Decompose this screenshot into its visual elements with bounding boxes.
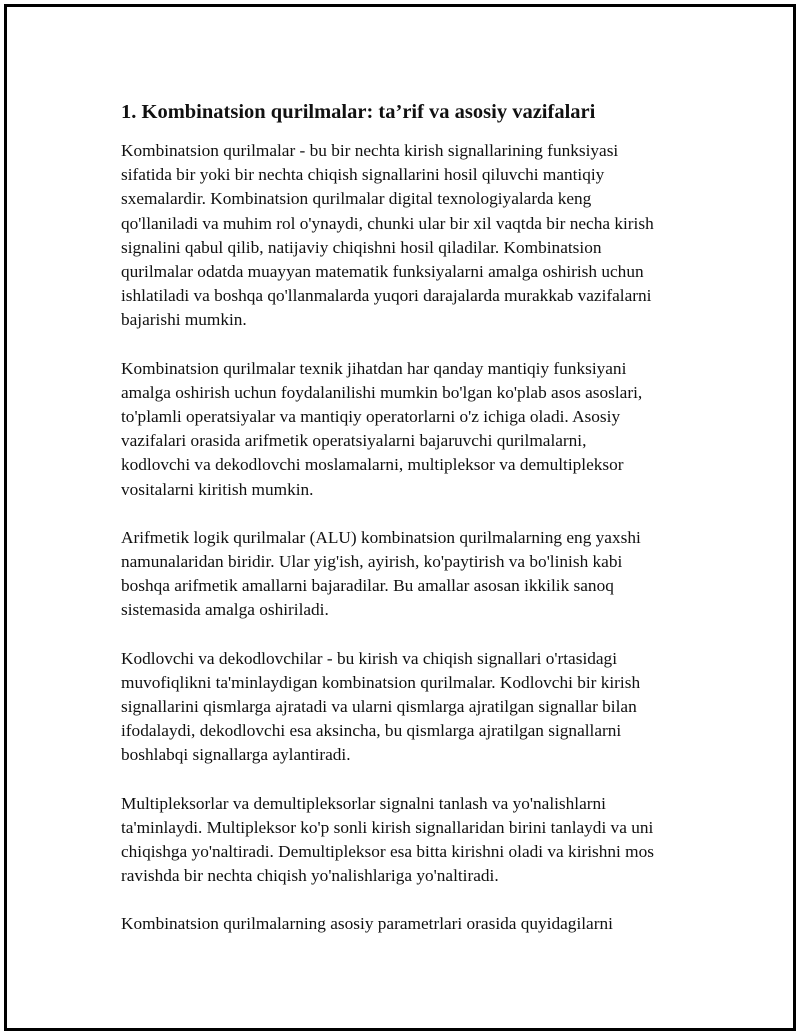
text-line: sistemasida amalga oshiriladi. bbox=[121, 600, 329, 620]
text-line: boshlabqi signallarga aylantiradi. bbox=[121, 745, 351, 765]
text-line: qurilmalar odatda muayyan matematik funksiyalarni amalga oshirish uchun bbox=[121, 262, 644, 282]
text-line: Multipleksorlar va demultipleksorlar signalni tanlash va yo'nalishlarni bbox=[121, 793, 606, 813]
text-line: Kodlovchi va dekodlovchilar - bu kirish va chiqish signallari o'rtasidagi bbox=[121, 648, 618, 668]
text-line: to'plamli operatsiyalar va mantiqiy operatorlarni o'z ichiga oladi. Asosiy bbox=[121, 407, 621, 427]
text-line: Arifmetik logik qurilmalar (ALU) kombinatsion qurilmalarning eng yaxshi bbox=[121, 527, 641, 547]
text-line: ifodalaydi, dekodlovchi esa aksincha, bu qismlarga ajratilgan signallarni bbox=[121, 721, 622, 741]
text-line: ravishda bir nechta chiqish yo'nalishlariga yo'naltiradi. bbox=[121, 866, 499, 886]
text-line: Kombinatsion qurilmalar - bu bir nechta kirish signallarining funksiyasi bbox=[121, 141, 619, 160]
text-line: amalga oshirish uchun foydalanilishi mumkin bo'lgan ko'plab asos asoslari, bbox=[121, 382, 643, 402]
text-line: boshqa arifmetik amallarni bajaradilar. Bu amallar asosan ikkilik sanoq bbox=[121, 576, 614, 596]
text-line: ta'minlaydi. Multipleksor ko'p sonli kirish signallaridan birini tanlaydi va uni bbox=[121, 817, 654, 837]
section-heading: 1. Kombinatsion qurilmalar: ta’rif va asosiy vazifalari bbox=[121, 101, 596, 123]
text-line: Kombinatsion qurilmalarning asosiy parametrlari orasida quyidagilarni bbox=[121, 914, 613, 934]
paragraph-parameters bbox=[121, 912, 721, 936]
text-line: signalini qabul qilib, natijaviy chiqishni hosil qiladilar. Kombinatsion bbox=[121, 237, 602, 257]
document-body bbox=[121, 97, 721, 961]
paragraph-functions bbox=[121, 357, 721, 502]
paragraph-encoders bbox=[121, 647, 721, 768]
paragraph-multiplexers bbox=[121, 792, 721, 889]
text-line: kodlovchi va dekodlovchi moslamalarni, multipleksor va demultipleksor bbox=[121, 455, 624, 475]
text-line: sxemalardir. Kombinatsion qurilmalar digital texnologiyalarda keng bbox=[121, 189, 592, 209]
text-line: chiqishga yo'naltiradi. Demultipleksor esa bitta kirishni oladi va kirishni mos bbox=[121, 842, 654, 862]
text-line: ishlatiladi va boshqa qo'llanmalarda yuqori darajalarda murakkab vazifalarni bbox=[121, 286, 652, 306]
text-line: namunalaridan biridir. Ular yig'ish, ayirish, ko'paytirish va bo'linish kabi bbox=[121, 552, 623, 572]
text-line: vositalarni kiritish mumkin. bbox=[121, 479, 314, 499]
text-line: Kombinatsion qurilmalar texnik jihatdan har qanday mantiqiy funksiyani bbox=[121, 358, 627, 378]
paragraph-alu bbox=[121, 526, 721, 623]
paragraph-definition bbox=[121, 139, 721, 333]
text-line: bajarishi mumkin. bbox=[121, 310, 247, 330]
text-line: signallarini qismlarga ajratadi va ularni qismlarga ajratilgan signallar bilan bbox=[121, 697, 637, 717]
text-line: sifatida bir yoki bir nechta chiqish signallarini hosil qiluvchi mantiqiy bbox=[121, 165, 605, 185]
text-line: vazifalari orasida arifmetik operatsiyalarni bajaruvchi qurilmalarni, bbox=[121, 431, 587, 451]
text-line: muvofiqlikni ta'minlaydigan kombinatsion qurilmalar. Kodlovchi bir kirish bbox=[121, 672, 641, 692]
text-line: qo'llaniladi va muhim rol o'ynaydi, chunki ular bir xil vaqtda bir necha kirish bbox=[121, 213, 654, 233]
page-frame bbox=[4, 4, 796, 1031]
